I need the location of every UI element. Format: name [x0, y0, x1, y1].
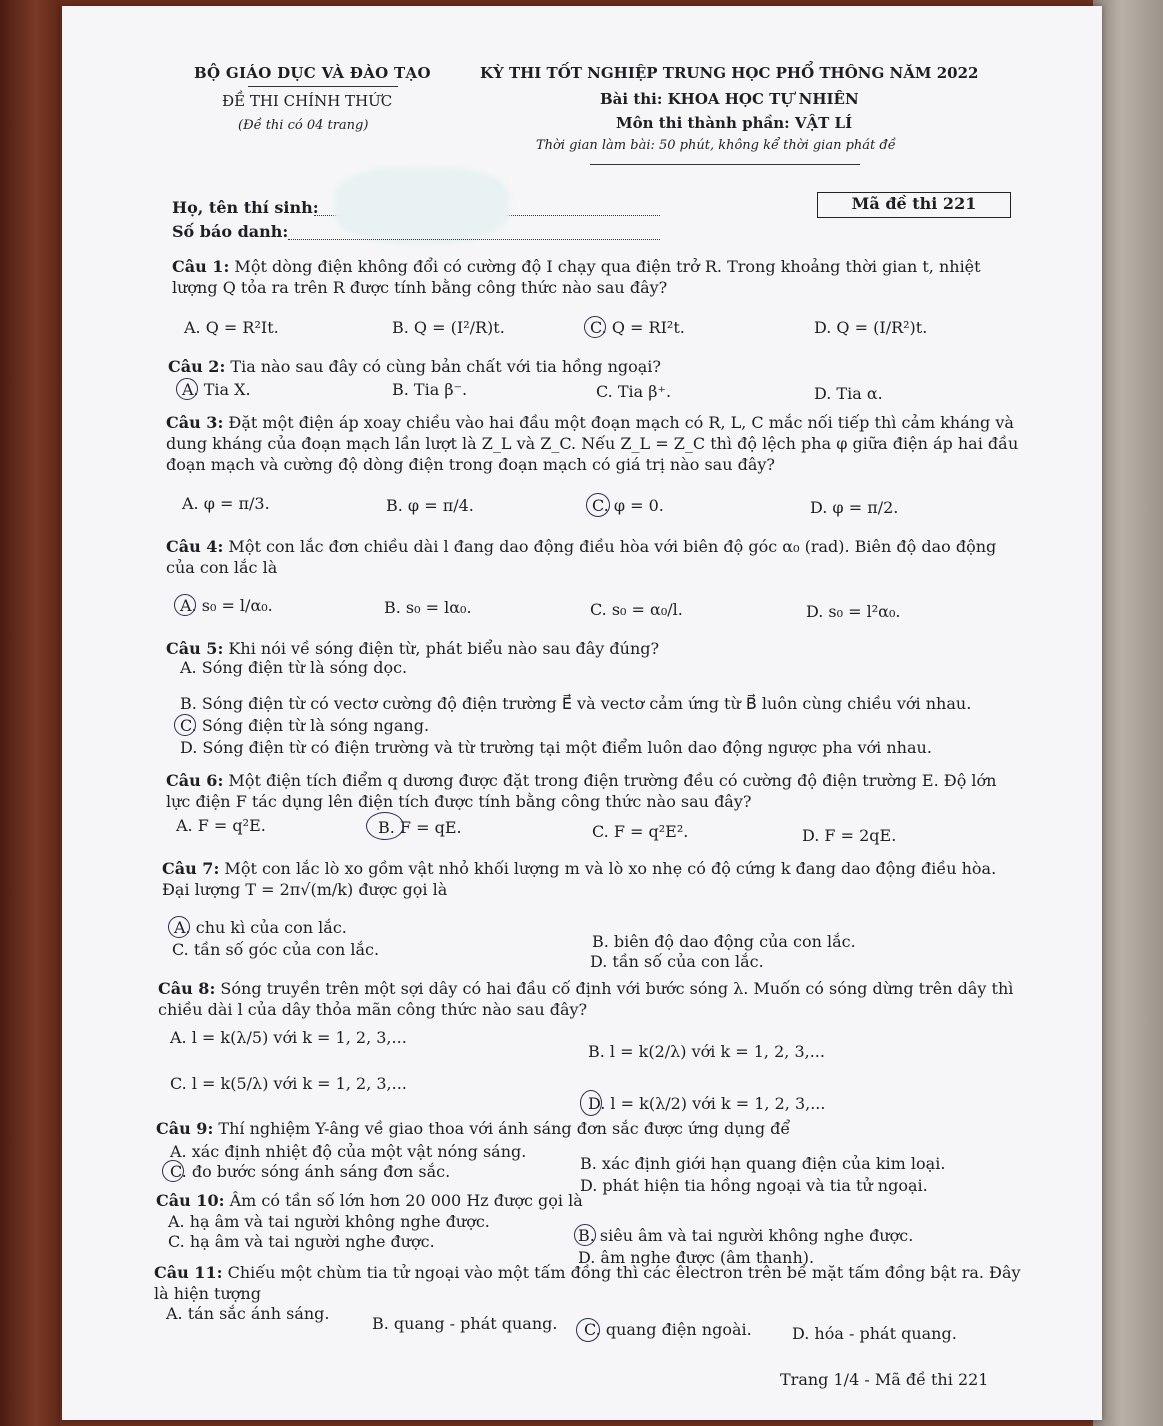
exam-code-box: Mã đề thi 221	[817, 192, 1011, 218]
answer-mark-circle	[366, 812, 404, 840]
subject-line: Bài thi: KHOA HỌC TỰ NHIÊN	[600, 90, 859, 108]
question-8: Câu 8: Sóng truyền trên một sợi dây có hai đầu cố định với bước sóng λ. Muốn có sóng dừng trên dây thì chiều dài l của dây thỏa mãn công thức nào sau đây?	[158, 979, 1014, 1019]
component-line: Môn thi thành phần: VẬT LÍ	[616, 114, 853, 132]
q5-option-d: D. Sóng điện từ có điện trường và từ trường tại một điểm luôn dao động ngược pha với nhau.	[180, 738, 932, 757]
q6-option-a: A. F = q²E.	[176, 816, 266, 835]
q2-option-d: D. Tia α.	[814, 384, 883, 403]
q1-option-b: B. Q = (I²/R)t.	[392, 318, 505, 337]
answer-mark-circle	[574, 1224, 596, 1246]
q4-option-d: D. s₀ = l²α₀.	[806, 602, 901, 621]
table-surface-left	[0, 0, 60, 1426]
answer-mark-circle	[162, 1160, 184, 1182]
q3-option-c: C. φ = 0.	[592, 496, 664, 515]
question-2: Câu 2: Tia nào sau đây có cùng bản chất với tia hồng ngoại?	[168, 357, 661, 376]
exam-title: KỲ THI TỐT NGHIỆP TRUNG HỌC PHỔ THÔNG NĂM 2022	[480, 64, 979, 82]
answer-mark-circle	[576, 1318, 600, 1342]
candidate-id-label: Số báo danh:	[172, 222, 289, 241]
q11-option-c: C. quang điện ngoài.	[584, 1320, 752, 1339]
answer-mark-circle	[586, 493, 610, 517]
q4-option-b: B. s₀ = lα₀.	[384, 598, 472, 617]
ministry-name: BỘ GIÁO DỤC VÀ ĐÀO TẠO	[194, 64, 431, 82]
q8-option-a: A. l = k(λ/5) với k = 1, 2, 3,...	[170, 1028, 407, 1047]
q11-option-b: B. quang - phát quang.	[372, 1314, 558, 1333]
page-footer: Trang 1/4 - Mã đề thi 221	[780, 1370, 989, 1389]
q5-option-a: A. Sóng điện từ là sóng dọc.	[180, 658, 408, 677]
q1-option-d: D. Q = (I/R²)t.	[814, 318, 928, 337]
question-3: Câu 3: Đặt một điện áp xoay chiều vào hai đầu một đoạn mạch có R, L, C mắc nối tiếp thì cảm kháng và dung kháng của đoạn mạch lần lượt là Z_L và Z_C. Nếu Z_L = Z_C thì độ lệch pha φ giữa điện áp hai đầu đoạn mạch và cường độ dòng điện trong đoạn mạch có giá trị nào sau đây?	[166, 413, 1019, 474]
redaction-blot	[334, 166, 510, 244]
q8-option-b: B. l = k(2/λ) với k = 1, 2, 3,...	[588, 1042, 825, 1061]
q3-option-d: D. φ = π/2.	[810, 498, 899, 517]
q4-option-c: C. s₀ = α₀/l.	[590, 600, 683, 619]
q9-option-d: D. phát hiện tia hồng ngoại và tia tử ngoại.	[580, 1176, 928, 1195]
question-6: Câu 6: Một điện tích điểm q dương được đặt trong điện trường đều có cường độ điện trường E. Độ lớn lực điện F tác dụng lên điện tích được tính bằng công thức nào sau đây?	[166, 771, 997, 811]
question-1: Câu 1: Một dòng điện không đổi có cường độ I chạy qua điện trở R. Trong khoảng thời gian t, nhiệt lượng Q tỏa ra trên R được tính bằng công thức nào sau đây?	[172, 257, 981, 297]
divider	[248, 86, 398, 87]
q7-option-d: D. tần số của con lắc.	[590, 952, 764, 971]
official-label: ĐỀ THI CHÍNH THỨC	[222, 92, 393, 110]
q8-option-c: C. l = k(5/λ) với k = 1, 2, 3,...	[170, 1074, 407, 1093]
q10-option-d: D. âm nghe được (âm thanh).	[578, 1248, 815, 1267]
question-11: Câu 11: Chiếu một chùm tia tử ngoại vào một tấm đồng thì các êlectron trên bề mặt tấm đồng bật ra. Đây là hiện tượng	[154, 1263, 1021, 1303]
candidate-name-label: Họ, tên thí sinh:	[172, 198, 319, 217]
q5-option-b: B. Sóng điện từ có vectơ cường độ điện trường E⃗ và vectơ cảm ứng từ B⃗ luôn cùng chiều với nhau.	[180, 694, 972, 713]
q11-option-d: D. hóa - phát quang.	[792, 1324, 957, 1343]
q3-option-b: B. φ = π/4.	[386, 496, 474, 515]
q5-option-c: C. Sóng điện từ là sóng ngang.	[180, 716, 430, 735]
q2-option-a: A. Tia X.	[182, 380, 251, 399]
q9-option-b: B. xác định giới hạn quang điện của kim loại.	[580, 1154, 946, 1173]
answer-mark-circle	[174, 714, 196, 736]
q7-option-c: C. tần số góc của con lắc.	[172, 940, 380, 959]
q8-option-d: D. l = k(λ/2) với k = 1, 2, 3,...	[588, 1094, 826, 1113]
divider	[590, 164, 860, 165]
q1-option-c: C. Q = RI²t.	[590, 318, 685, 337]
q9-option-a: A. xác định nhiệt độ của một vật nóng sáng.	[170, 1142, 527, 1161]
pages-note: (Đề thi có 04 trang)	[238, 118, 369, 133]
q10-option-b: B. siêu âm và tai người không nghe được.	[578, 1226, 914, 1245]
q2-option-b: B. Tia β⁻.	[392, 380, 468, 399]
answer-mark-circle	[580, 1090, 602, 1116]
q6-option-d: D. F = 2qE.	[802, 826, 897, 845]
q11-option-a: A. tán sắc ánh sáng.	[166, 1304, 330, 1323]
answer-mark-circle	[174, 594, 196, 616]
question-10: Câu 10: Âm có tần số lớn hơn 20 000 Hz được gọi là	[156, 1191, 583, 1210]
q6-option-b: B. F = qE.	[378, 818, 462, 837]
q4-option-a: A. s₀ = l/α₀.	[180, 596, 273, 615]
time-line: Thời gian làm bài: 50 phút, không kể thời gian phát đề	[536, 138, 896, 153]
id-field-line	[288, 238, 660, 240]
q10-option-c: C. hạ âm và tai người nghe được.	[168, 1232, 435, 1251]
q9-option-c: C. đo bước sóng ánh sáng đơn sắc.	[170, 1162, 451, 1181]
q2-option-c: C. Tia β⁺.	[596, 382, 672, 401]
q7-option-a: A. chu kì của con lắc.	[174, 918, 347, 937]
q7-option-b: B. biên độ dao động của con lắc.	[592, 932, 856, 951]
q3-option-a: A. φ = π/3.	[182, 494, 270, 513]
q10-option-a: A. hạ âm và tai người không nghe được.	[168, 1212, 490, 1231]
exam-paper	[62, 6, 1102, 1420]
q1-option-a: A. Q = R²It.	[184, 318, 279, 337]
answer-mark-circle	[168, 916, 190, 938]
table-surface-right	[1093, 0, 1163, 1426]
question-9: Câu 9: Thí nghiệm Y-âng về giao thoa với ánh sáng đơn sắc được ứng dụng để	[156, 1119, 791, 1138]
question-7: Câu 7: Một con lắc lò xo gồm vật nhỏ khối lượng m và lò xo nhẹ có độ cứng k đang dao động điều hòa. Đại lượng T = 2π√(m/k) được gọi là	[162, 859, 997, 899]
question-5: Câu 5: Khi nói về sóng điện từ, phát biểu nào sau đây đúng?	[166, 639, 660, 658]
answer-mark-circle	[584, 316, 606, 338]
question-4: Câu 4: Một con lắc đơn chiều dài l đang dao động điều hòa với biên độ góc α₀ (rad). Biên độ dao động của con lắc là	[166, 537, 997, 577]
answer-mark-circle	[176, 378, 198, 400]
q6-option-c: C. F = q²E².	[592, 822, 689, 841]
